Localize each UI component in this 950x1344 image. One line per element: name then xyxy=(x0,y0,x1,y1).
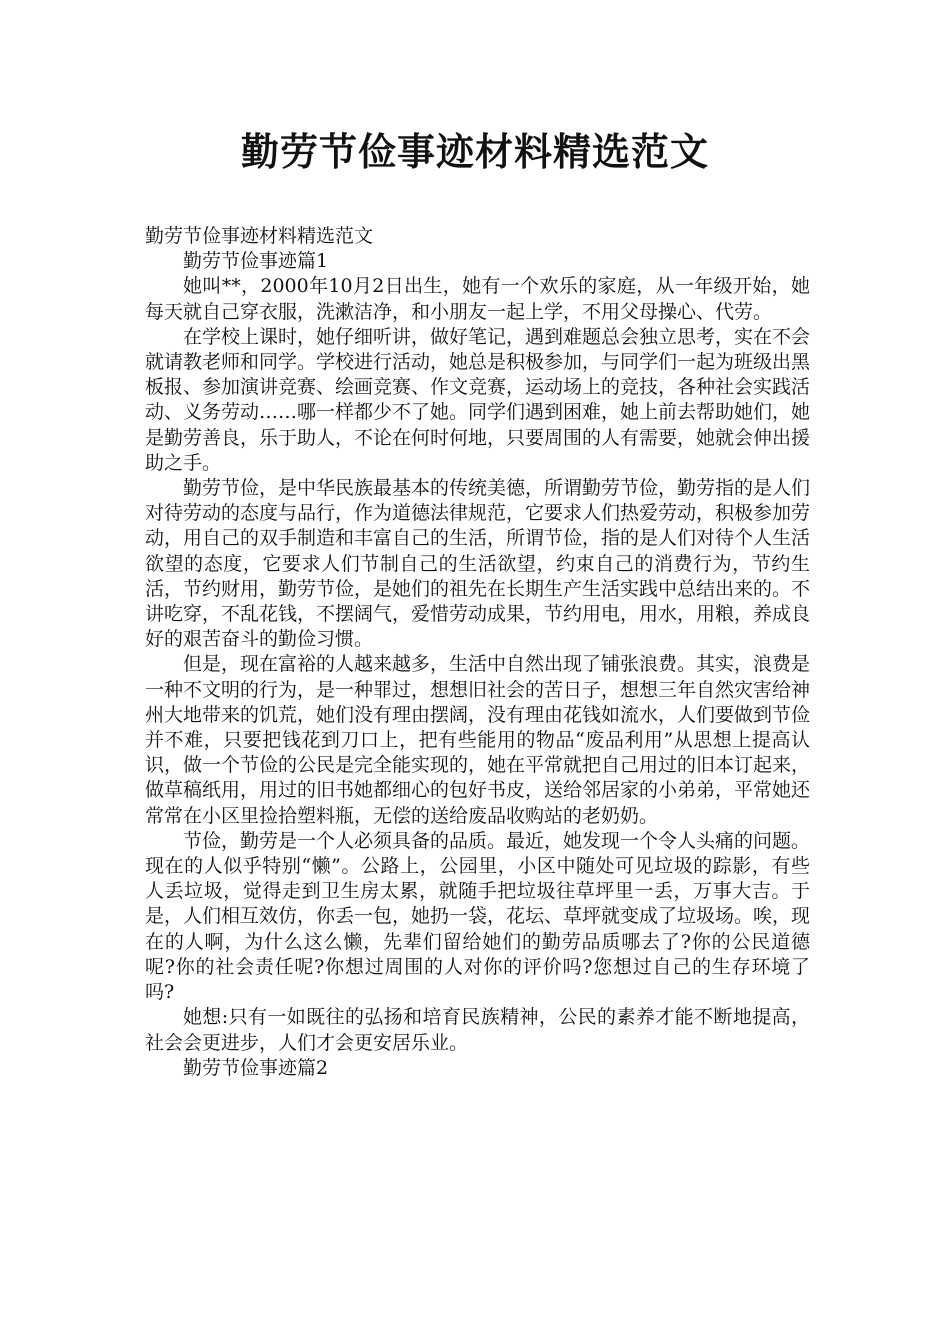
document-title: 勤劳节俭事迹材料精选范文 xyxy=(240,130,709,174)
section-heading-1: 勤劳节俭事迹篇1 xyxy=(183,250,329,273)
document-body xyxy=(145,224,810,1081)
body-paragraph: 在学校上课时，她仔细听讲，做好笔记，遇到难题总会独立思考，实在不会就请教老师和同学。学校进行活动，她总是积极参加，与同学们一起为班级出黑板报、参加演讲竞赛、绘画竞赛、作文竞赛，运动场上的竞技，各种社会实践活动、义务劳动……哪一样都少不了她。同学们遇到困难，她上前去帮助她们，她是勤劳善良，乐于助人，不论在何时何地，只要周围的人有需要，她就会伸出援助之手。 xyxy=(145,325,811,474)
body-paragraph: 勤劳节俭，是中华民族最基本的传统美德，所谓勤劳节俭，勤劳指的是人们对待劳动的态度与品行，作为道德法律规范，它要求人们热爱劳动，积极参加劳动，用自己的双手制造和丰富自己的生活，所谓节俭，指的是人们对待个人生活欲望的态度，它要求人们节制自己的生活欲望，约束自己的消费行为，节约生活，节约财用，勤劳节俭，是她们的祖先在长期生产生活实践中总结出来的。不讲吃穿，不乱花钱，不摆阔气，爱惜劳动成果，节约用电，用水，用粮，养成良好的艰苦奋斗的勤俭习惯。 xyxy=(145,477,811,651)
body-paragraph: 她叫**，2000年10月2日出生，她有一个欢乐的家庭，从一年级开始，她每天就自己穿衣服，洗漱洁净，和小朋友一起上学，不用父母操心、代劳。 xyxy=(145,275,810,323)
body-paragraph: 节俭，勤劳是一个人必须具备的品质。最近，她发现一个令人头痛的问题。现在的人似乎特别“懒”。公路上，公园里，小区中随处可见垃圾的踪影，有些人丢垃圾，觉得走到卫生房太累，就随手把垃圾往草坪里一丢，万事大吉。于是，人们相互效仿，你丢一包，她扔一袋，花坛、草坪就变成了垃圾场。唉，现在的人啊，为什么这么懒，先辈们留给她们的勤劳品质哪去了?你的公民道德呢?你的社会责任呢?你想过周围的人对你的评价吗?您想过自己的生存环境了吗? xyxy=(145,829,811,1004)
document-subtitle: 勤劳节俭事迹材料精选范文 xyxy=(145,225,374,247)
section-heading-2: 勤劳节俭事迹篇2 xyxy=(183,1056,329,1079)
body-paragraph: 她想:只有一如既往的弘扬和培育民族精神，公民的素养才能不断地提高，社会会更进步，人们才会更安居乐业。 xyxy=(145,1006,810,1054)
body-paragraph: 但是，现在富裕的人越来越多，生活中自然出现了铺张浪费。其实，浪费是一种不文明的行为，是一种罪过，想想旧社会的苦日子，想想三年自然灾害给神州大地带来的饥荒，她们没有理由摆阔，没有理由花钱如流水，人们要做到节俭并不难，只要把钱花到刀口上，把有些能用的物品“废品利用”从思想上提高认识，做一个节俭的公民是完全能实现的，她在平常就把自己用过的旧本订起来，做草稿纸用，用过的旧书她都细心的包好书皮，送给邻居家的小弟弟，平常她还常常在小区里捡拾塑料瓶，无偿的送给废品收购站的老奶奶。 xyxy=(145,653,811,827)
